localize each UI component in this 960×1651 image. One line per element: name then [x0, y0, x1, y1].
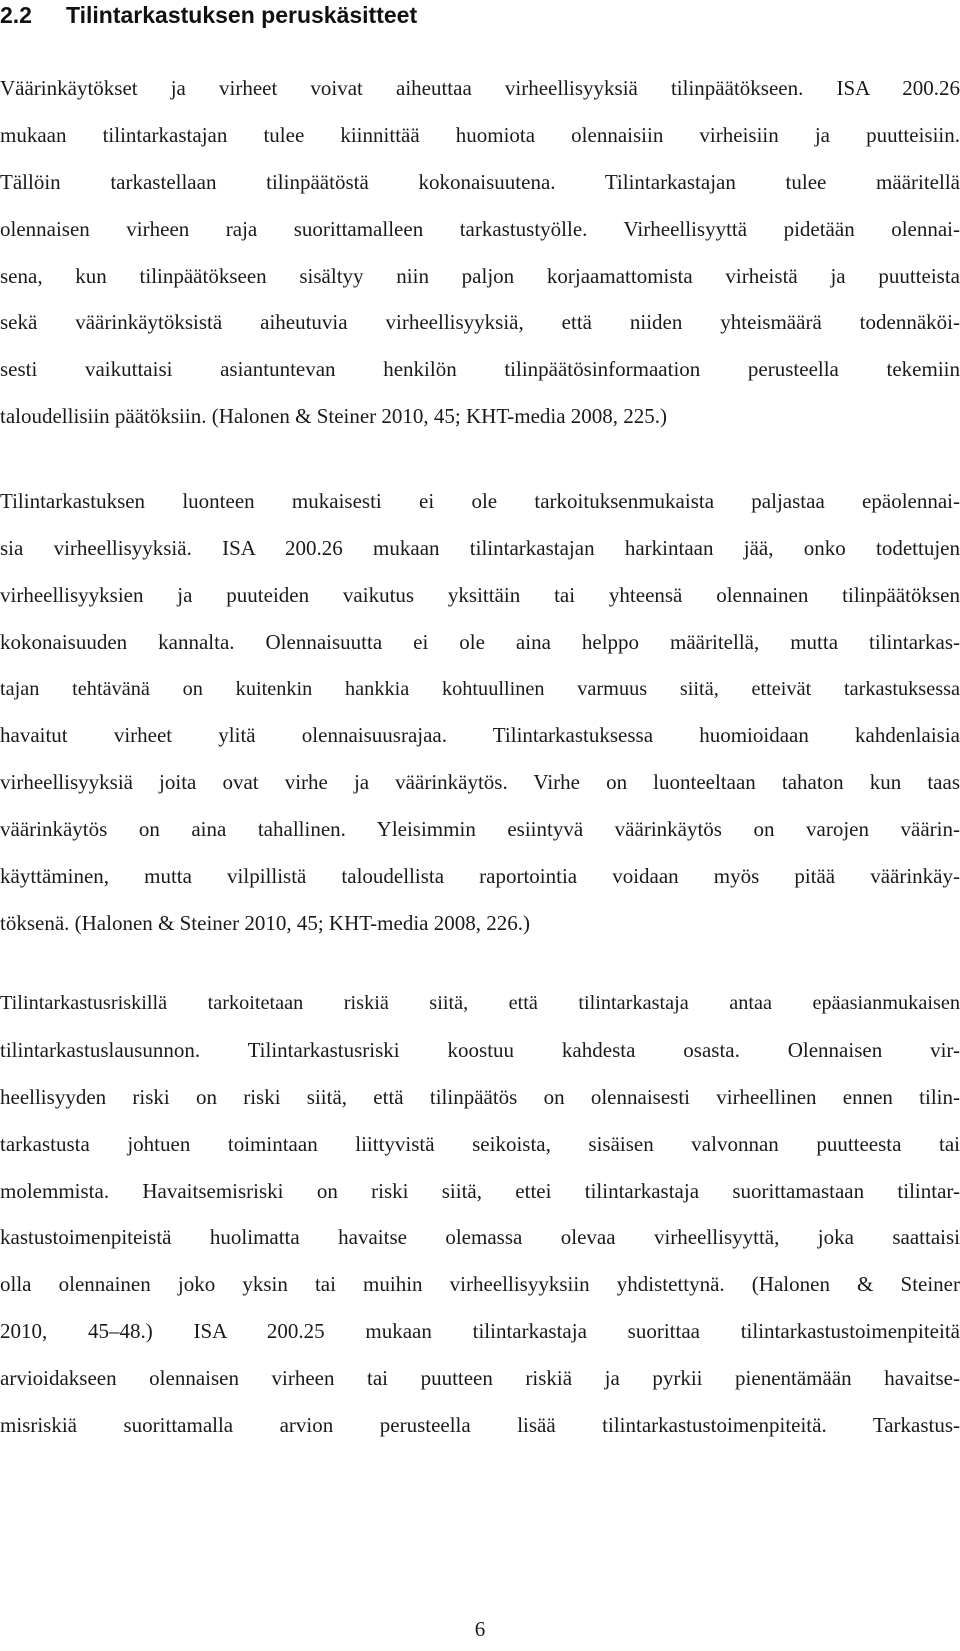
paragraph-materiality — [0, 65, 960, 440]
paragraph-line: 2010, 45–48.) ISA 200.25 mukaan tilintarkastaja suorittaa tilintarkastustoimenpiteitä — [0, 1319, 960, 1344]
paragraph-line: misriskiä suorittamalla arvion perusteella lisää tilintarkastustoimenpiteitä. Tarkastus- — [0, 1413, 960, 1438]
paragraph-line: kokonaisuuden kannalta. Olennaisuutta ei ole aina helppo määritellä, mutta tilintarkas- — [0, 629, 960, 654]
section-number: 2.2 — [0, 2, 32, 28]
section-heading — [0, 0, 417, 30]
paragraph-line: käyttäminen, mutta vilpillistä taloudellista raportointia voidaan myös pitää väärinkäy- — [0, 864, 960, 889]
paragraph-line: sena, kun tilinpäätökseen sisältyy niin paljon korjaamattomista virheistä ja puutteista — [0, 263, 960, 288]
paragraph-line: Tällöin tarkastellaan tilinpäätöstä kokonaisuutena. Tilintarkastajan tulee määritellä — [0, 169, 960, 194]
paragraph-line: virheellisyyksien ja puuteiden vaikutus yksittäin tai yhteensä olennainen tilinpäätöksen — [0, 582, 960, 607]
paragraph-line: virheellisyyksiä joita ovat virhe ja väärinkäytös. Virhe on luonteeltaan tahaton kun taas — [0, 770, 960, 795]
paragraph-line: Tilintarkastuksen luonteen mukaisesti ei ole tarkoituksenmukaista paljastaa epäolennai- — [0, 489, 960, 513]
paragraph-audit-risk — [0, 980, 960, 1449]
paragraph-line: sia virheellisyyksiä. ISA 200.26 mukaan tilintarkastajan harkintaan jää, onko todettujen — [0, 535, 960, 560]
paragraph-misstatements — [0, 478, 960, 947]
paragraph-line: mukaan tilintarkastajan tulee kiinnittää huomiota olennaisiin virheisiin ja puutteisiin. — [0, 122, 960, 147]
paragraph-line: taloudellisiin päätöksiin. (Halonen & Steiner 2010, 45; KHT-media 2008, 225.) — [0, 404, 668, 429]
page-number: 6 — [474, 1617, 486, 1641]
paragraph-line: arvioidakseen olennaisen virheen tai puutteen riskiä ja pyrkii pienentämään havaitse- — [0, 1366, 960, 1391]
paragraph-line: molemmista. Havaitsemisriski on riski siitä, ettei tilintarkastaja suorittamastaan tilintar- — [0, 1178, 960, 1203]
paragraph-line: olla olennainen joko yksin tai muihin virheellisyyksiin yhdistettynä. (Halonen & Steiner — [0, 1272, 960, 1297]
paragraph-line: havaitut virheet ylitä olennaisuusrajaa. Tilintarkastuksessa huomioidaan kahdenlaisia — [0, 723, 960, 748]
paragraph-line: töksenä. (Halonen & Steiner 2010, 45; KHT-media 2008, 226.) — [0, 911, 530, 936]
paragraph-line: sesti vaikuttaisi asiantuntevan henkilön tilinpäätösinformaation perusteella tekemiin — [0, 357, 960, 382]
paragraph-line: tajan tehtävänä on kuitenkin hankkia kohtuullinen varmuus siitä, etteivät tarkastuksessa — [0, 677, 960, 700]
paragraph-line: tilintarkastuslausunnon. Tilintarkastusriski koostuu kahdesta osasta. Olennaisen vir- — [0, 1037, 960, 1062]
paragraph-line: tarkastusta johtuen toimintaan liittyvistä seikoista, sisäisen valvonnan puutteesta tai — [0, 1131, 960, 1156]
section-title: Tilintarkastuksen peruskäsitteet — [66, 2, 418, 28]
paragraph-line: olennaisen virheen raja suorittamalleen tarkastustyölle. Virheellisyyttä pidetään olennai- — [0, 216, 960, 241]
paragraph-line: Tilintarkastusriskillä tarkoitetaan riskiä siitä, että tilintarkastaja antaa epäasianmukaisen — [0, 992, 960, 1014]
paragraph-line: sekä väärinkäytöksistä aiheutuvia virheellisyyksiä, että niiden yhteismäärä todennäköi- — [0, 310, 960, 335]
paragraph-line: kastustoimenpiteistä huolimatta havaitse olemassa olevaa virheellisyyttä, joka saattaisi — [0, 1225, 960, 1250]
paragraph-line: väärinkäytös on aina tahallinen. Yleisimmin esiintyvä väärinkäytös on varojen väärin- — [0, 817, 960, 842]
paragraph-line: heellisyyden riski on riski siitä, että tilinpäätös on olennaisesti virheellinen ennen tilin- — [0, 1084, 960, 1109]
paragraph-line: Väärinkäytökset ja virheet voivat aiheuttaa virheellisyyksiä tilinpäätökseen. ISA 200.26 — [0, 76, 960, 100]
